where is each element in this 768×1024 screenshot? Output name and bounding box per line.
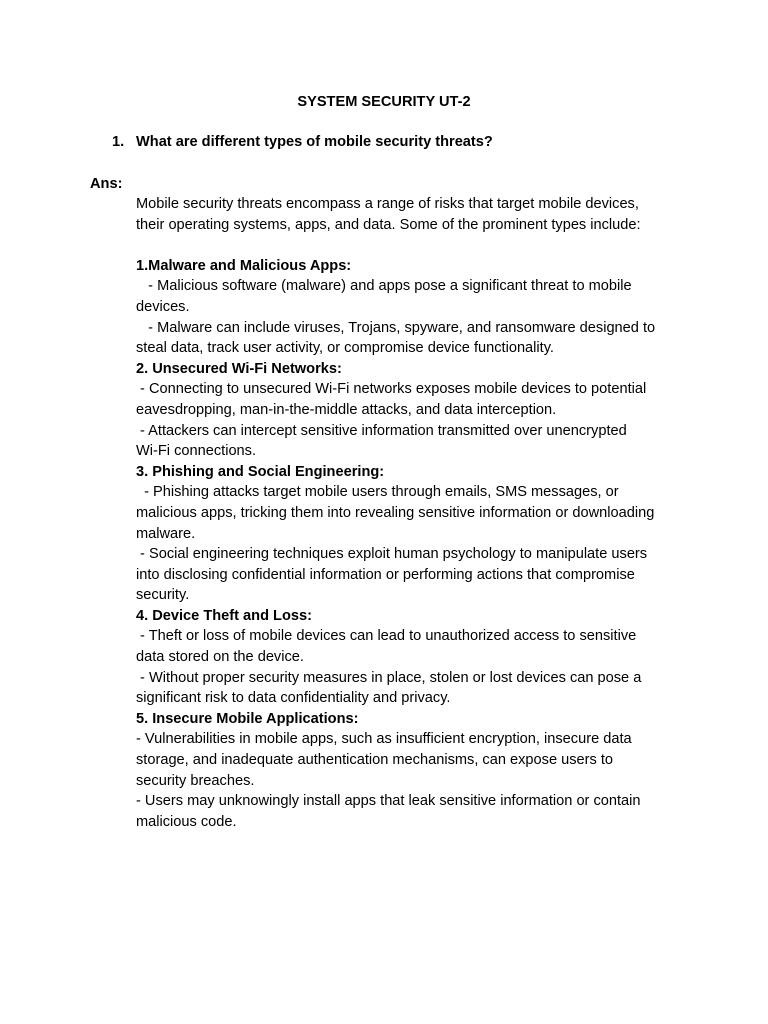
section-heading: 3. Phishing and Social Engineering: — [136, 463, 385, 480]
section-heading: 2. Unsecured Wi-Fi Networks: — [136, 360, 342, 377]
section-line: - Theft or loss of mobile devices can lead to unauthorized access to sensitive — [136, 628, 637, 645]
section-heading: 5. Insecure Mobile Applications: — [136, 710, 359, 727]
section-line: Wi-Fi connections. — [136, 443, 257, 460]
section-line: security. — [136, 587, 190, 604]
section-line: - Connecting to unsecured Wi-Fi networks exposes mobile devices to potential — [136, 381, 647, 398]
section-line: devices. — [136, 298, 190, 315]
section-line: - Users may unknowingly install apps that leak sensitive information or contain — [136, 793, 641, 810]
section-line: - Vulnerabilities in mobile apps, such as insufficient encryption, insecure data — [136, 731, 632, 748]
question — [112, 132, 493, 152]
section-line: - Without proper security measures in place, stolen or lost devices can pose a — [136, 669, 642, 686]
section-heading: 1.Malware and Malicious Apps: — [136, 257, 352, 274]
section-line: malware. — [136, 525, 196, 542]
section-line: malicious code. — [136, 813, 237, 830]
document-title: SYSTEM SECURITY UT-2 — [297, 94, 471, 110]
section-line: - Phishing attacks target mobile users through emails, SMS messages, or — [136, 484, 619, 501]
section-wifi — [136, 359, 696, 462]
section-line: data stored on the device. — [136, 649, 304, 666]
question-text: What are different types of mobile security threats? — [136, 134, 493, 150]
answer-body — [136, 194, 696, 832]
section-phishing — [136, 462, 696, 606]
section-line: security breaches. — [136, 772, 255, 789]
section-line: significant risk to data confidentiality and privacy. — [136, 690, 451, 707]
section-line: steal data, track user activity, or compromise device functionality. — [136, 340, 554, 357]
section-line: - Malicious software (malware) and apps pose a significant threat to mobile — [136, 278, 632, 295]
intro-line: Mobile security threats encompass a range of risks that target mobile devices, — [136, 196, 639, 212]
section-device-theft — [136, 606, 696, 709]
section-line: - Attackers can intercept sensitive information transmitted over unencrypted — [136, 422, 627, 439]
section-heading: 4. Device Theft and Loss: — [136, 607, 312, 624]
answer-label: Ans: — [90, 176, 123, 192]
spacer — [136, 235, 696, 256]
section-malware — [136, 256, 696, 359]
question-number: 1. — [112, 134, 125, 150]
section-line: storage, and inadequate authentication mechanisms, can expose users to — [136, 752, 614, 769]
section-line: eavesdropping, man-in-the-middle attacks, and data interception. — [136, 401, 557, 418]
intro-line: their operating systems, apps, and data. Some of the prominent types include: — [136, 216, 641, 233]
section-line: into disclosing confidential information or performing actions that compromise — [136, 566, 635, 583]
section-line: - Malware can include viruses, Trojans, spyware, and ransomware designed to — [136, 319, 656, 336]
section-insecure-apps — [136, 709, 696, 833]
section-line: - Social engineering techniques exploit human psychology to manipulate users — [136, 546, 648, 563]
section-line: malicious apps, tricking them into revealing sensitive information or downloading — [136, 504, 655, 521]
